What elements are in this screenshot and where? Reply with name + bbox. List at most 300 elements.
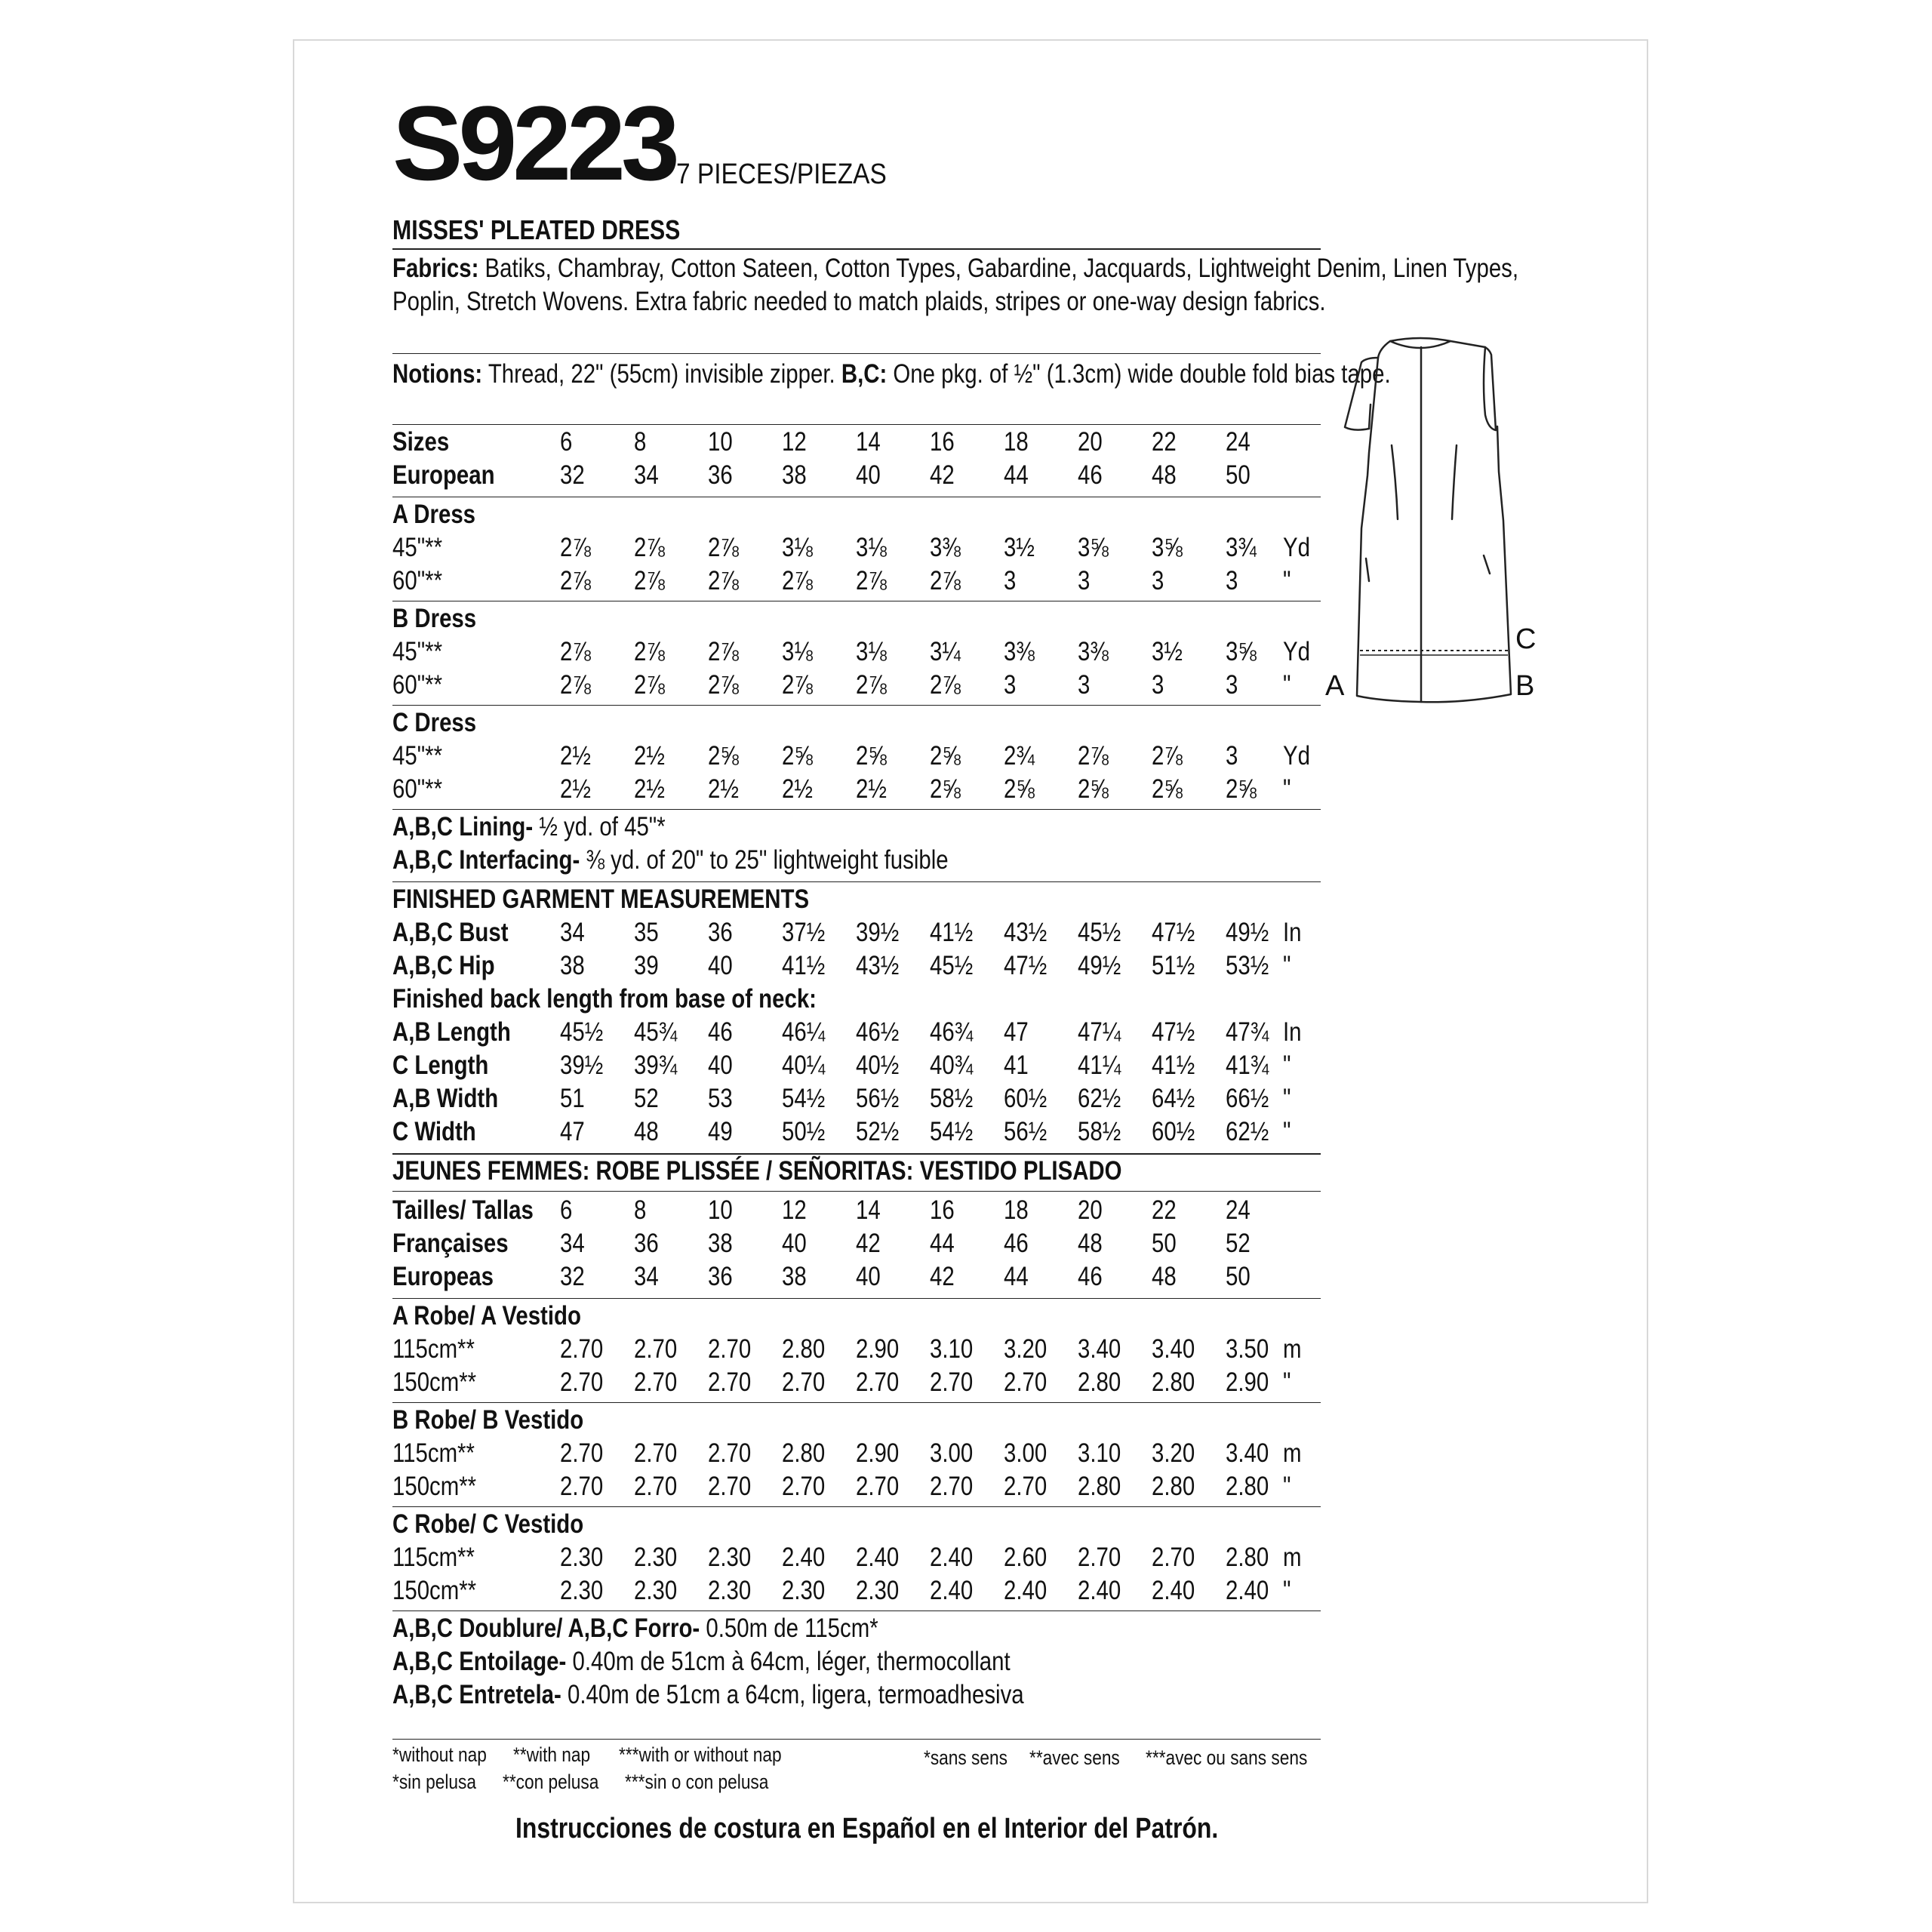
unit-label: In [1283, 918, 1302, 947]
table-cell: 3¼ [930, 637, 961, 666]
footnote-avec-sens: **avec sens [1029, 1746, 1120, 1769]
table-cell: 42 [930, 460, 955, 490]
table-cell: 40 [708, 951, 733, 980]
table-cell: 2.70 [782, 1367, 826, 1397]
table-cell: 2.30 [560, 1576, 604, 1605]
unit-label: " [1283, 1576, 1291, 1605]
table-cell: 20 [1078, 427, 1103, 457]
table-cell: 40 [856, 1262, 881, 1291]
table-cell: 2.70 [634, 1472, 678, 1501]
table-cell: 2.80 [1078, 1472, 1121, 1501]
table-cell: 40¾ [930, 1051, 974, 1080]
table-cell: 41¾ [1226, 1051, 1269, 1080]
dress-back-illustration [1336, 332, 1535, 724]
measurements-title: FINISHED GARMENT MEASUREMENTS [392, 884, 810, 914]
table-cell: 60½ [1152, 1117, 1195, 1146]
unit-label: " [1283, 566, 1291, 595]
table-cell: 3 [1226, 670, 1238, 700]
table-cell: 3⅜ [930, 533, 961, 562]
pattern-number: S9223 [392, 84, 675, 202]
table-cell: 38 [708, 1229, 733, 1258]
table-cell: 2½ [560, 741, 591, 771]
table-cell: 3.20 [1004, 1334, 1048, 1364]
yardage-row: 115cm** 2.70 2.70 2.70 2.80 2.90 3.10 3.20 3.40 3.40 3.50 m [392, 1334, 1302, 1364]
table-cell: 50 [1152, 1229, 1177, 1258]
pieces-count: 7 PIECES/PIEZAS [676, 158, 887, 190]
table-cell: 2.70 [782, 1472, 826, 1501]
table-cell: 41 [1004, 1051, 1029, 1080]
table-cell: 2⅝ [856, 741, 887, 771]
table-cell: 62½ [1078, 1084, 1121, 1113]
tailles-row: Tailles/ Tallas 6 8 10 12 14 16 18 20 22 24 [392, 1195, 1251, 1225]
table-cell: 2.80 [782, 1334, 826, 1364]
table-cell: 2½ [708, 774, 739, 804]
table-cell: 2⅞ [560, 637, 591, 666]
table-cell: 22 [1152, 427, 1177, 457]
bust-row: A,B,C Bust 34 35 36 37½ 39½ 41½ 43½ 45½ 47½ 49½ In [392, 918, 1302, 947]
table-cell: 50 [1226, 1262, 1251, 1291]
table-cell: 47½ [1004, 951, 1048, 980]
unit-label: " [1283, 1117, 1291, 1146]
divider [392, 424, 1321, 425]
view-label-b: B [1515, 670, 1535, 702]
table-cell: 6 [560, 1195, 573, 1225]
table-cell: 38 [782, 460, 807, 490]
table-cell: 2.40 [1078, 1576, 1121, 1605]
table-cell: 3.40 [1152, 1334, 1195, 1364]
yardage-row: 60"** 2⅞ 2⅞ 2⅞ 2⅞ 2⅞ 2⅞ 3 3 3 3 " [392, 670, 1291, 700]
unit-label: Yd [1283, 741, 1310, 771]
yardage-row: 150cm** 2.30 2.30 2.30 2.30 2.30 2.40 2.40 2.40 2.40 2.40 " [392, 1576, 1291, 1605]
back-length-heading: Finished back length from base of neck: [392, 984, 817, 1014]
table-cell: 3 [1152, 670, 1164, 700]
ab-width-row: A,B Width 51 52 53 54½ 56½ 58½ 60½ 62½ 64½ 66½ " [392, 1084, 1291, 1113]
table-cell: 39½ [560, 1051, 604, 1080]
table-cell: 3 [1152, 566, 1164, 595]
table-cell: 10 [708, 427, 733, 457]
table-cell: 39 [634, 951, 659, 980]
unit-label: " [1283, 1084, 1291, 1113]
table-cell: 52½ [856, 1117, 900, 1146]
table-cell: 3.00 [930, 1438, 974, 1468]
table-cell: 2⅞ [560, 566, 591, 595]
table-cell: 3.10 [1078, 1438, 1121, 1468]
doublure-line: A,B,C Doublure/ A,B,C Forro- 0.50m de 115cm* [392, 1614, 878, 1643]
unit-label: In [1283, 1017, 1302, 1047]
europeas-row: Europeas 32 34 36 38 40 42 44 46 48 50 [392, 1262, 1251, 1291]
table-cell: 3⅛ [856, 637, 887, 666]
table-cell: 40 [782, 1229, 807, 1258]
table-cell: 2⅞ [634, 533, 665, 562]
table-cell: 64½ [1152, 1084, 1195, 1113]
table-cell: 2.40 [930, 1543, 974, 1572]
view-heading: C Robe/ C Vestido [392, 1509, 584, 1539]
unit-label: Yd [1283, 533, 1310, 562]
unit-label: " [1283, 1472, 1291, 1501]
table-cell: 42 [856, 1229, 881, 1258]
table-cell: 51 [560, 1084, 585, 1113]
table-cell: 41½ [782, 951, 826, 980]
table-cell: 18 [1004, 1195, 1029, 1225]
francaises-row: Françaises 34 36 38 40 42 44 46 48 50 52 [392, 1229, 1251, 1258]
table-cell: 22 [1152, 1195, 1177, 1225]
table-cell: 40¼ [782, 1051, 826, 1080]
table-cell: 10 [708, 1195, 733, 1225]
table-cell: 2⅞ [856, 566, 887, 595]
table-cell: 3⅝ [1152, 533, 1183, 562]
fabrics-text: Fabrics: Batiks, Chambray, Cotton Sateen, Cotton Types, Gabardine, Jacquards, Lightweight Denim, Linen Types, Poplin, Stretch Wovens. Extra fabric needed to match plaids, stripes or one-way design fabrics. [392, 254, 1519, 316]
table-cell: 60½ [1004, 1084, 1048, 1113]
table-cell: 12 [782, 427, 807, 457]
view-heading: A Dress [392, 500, 476, 529]
table-cell: 2⅞ [634, 670, 665, 700]
table-cell: 47 [560, 1117, 585, 1146]
table-cell: 56½ [1004, 1117, 1048, 1146]
european-sizes-row: European 32 34 36 38 40 42 44 46 48 50 [392, 460, 1251, 490]
unit-label: m [1283, 1334, 1302, 1364]
table-cell: 44 [930, 1229, 955, 1258]
table-cell: 48 [1152, 460, 1177, 490]
table-cell: 52 [1226, 1229, 1251, 1258]
table-cell: 2⅞ [708, 533, 739, 562]
table-cell: 48 [1078, 1229, 1103, 1258]
table-cell: 37½ [782, 918, 826, 947]
footnote-with-or-without-nap: ***with or without nap [619, 1743, 782, 1766]
entoilage-line: A,B,C Entoilage- 0.40m de 51cm à 64cm, léger, thermocollant [392, 1647, 1011, 1676]
table-cell: 51½ [1152, 951, 1195, 980]
table-cell: 36 [708, 1262, 733, 1291]
table-cell: 2.30 [856, 1576, 900, 1605]
table-cell: 46 [1004, 1229, 1029, 1258]
table-cell: 38 [560, 951, 585, 980]
table-cell: 40 [708, 1051, 733, 1080]
divider [392, 881, 1321, 882]
table-cell: 45½ [930, 951, 974, 980]
unit-label: Yd [1283, 637, 1310, 666]
table-cell: 50½ [782, 1117, 826, 1146]
table-cell: 2⅝ [1226, 774, 1257, 804]
table-cell: 2.60 [1004, 1543, 1048, 1572]
table-cell: 2.40 [1226, 1576, 1269, 1605]
table-cell: 46¾ [930, 1017, 974, 1047]
table-cell: 2.30 [560, 1543, 604, 1572]
footnote-sin-o-con-pelusa: ***sin o con pelusa [625, 1770, 769, 1793]
table-cell: 54½ [782, 1084, 826, 1113]
unit-label: " [1283, 1051, 1291, 1080]
table-cell: 48 [1152, 1262, 1177, 1291]
divider [392, 1191, 1321, 1192]
table-cell: 36 [708, 918, 733, 947]
notions-section [392, 358, 1391, 391]
table-cell: 40 [856, 460, 881, 490]
table-cell: 2.70 [856, 1367, 900, 1397]
divider [392, 1739, 1321, 1740]
c-length-row: C Length 39½ 39¾ 40 40¼ 40½ 40¾ 41 41¼ 41½ 41¾ " [392, 1051, 1291, 1080]
ab-length-row: A,B Length 45½ 45¾ 46 46¼ 46½ 46¾ 47 47¼ 47½ 47¾ In [392, 1017, 1302, 1047]
table-cell: 34 [634, 460, 659, 490]
table-cell: 46 [1078, 460, 1103, 490]
table-cell: 2¾ [1004, 741, 1035, 771]
table-cell: 3.10 [930, 1334, 974, 1364]
table-cell: 34 [634, 1262, 659, 1291]
table-cell: 47½ [1152, 918, 1195, 947]
table-cell: 2⅞ [930, 566, 961, 595]
lining-line: A,B,C Lining- ½ yd. of 45"* [392, 812, 666, 841]
table-cell: 3 [1004, 566, 1017, 595]
table-cell: 2.70 [708, 1367, 752, 1397]
table-cell: 2.70 [634, 1438, 678, 1468]
table-cell: 2.40 [930, 1576, 974, 1605]
divider [392, 1402, 1321, 1403]
table-cell: 34 [560, 918, 585, 947]
table-cell: 14 [856, 1195, 881, 1225]
table-cell: 2⅞ [634, 566, 665, 595]
table-cell: 3⅝ [1226, 637, 1257, 666]
table-cell: 32 [560, 1262, 585, 1291]
table-cell: 2⅞ [560, 670, 591, 700]
table-cell: 3⅛ [782, 533, 813, 562]
table-cell: 2⅞ [782, 670, 813, 700]
unit-label: " [1283, 1367, 1291, 1397]
table-cell: 45½ [1078, 918, 1121, 947]
table-cell: 2.90 [856, 1438, 900, 1468]
table-cell: 2⅞ [708, 670, 739, 700]
table-cell: 2⅝ [708, 741, 739, 771]
table-cell: 2.30 [634, 1576, 678, 1605]
unit-label: m [1283, 1438, 1302, 1468]
table-cell: 2⅝ [930, 741, 961, 771]
table-cell: 2.70 [930, 1472, 974, 1501]
table-cell: 41½ [930, 918, 974, 947]
divider [392, 809, 1321, 810]
table-cell: 3⅛ [856, 533, 887, 562]
table-cell: 45¾ [634, 1017, 678, 1047]
footnote-sin-pelusa: *sin pelusa [392, 1770, 476, 1793]
table-cell: 2½ [560, 774, 591, 804]
table-cell: 2.80 [782, 1438, 826, 1468]
interfacing-line: A,B,C Interfacing- ⅜ yd. of 20" to 25" lightweight fusible [392, 845, 949, 875]
table-cell: 3 [1226, 741, 1238, 771]
footnote-sans-sens: *sans sens [924, 1746, 1008, 1769]
table-cell: 12 [782, 1195, 807, 1225]
table-cell: 53½ [1226, 951, 1269, 980]
table-cell: 58½ [930, 1084, 974, 1113]
table-cell: 2.30 [782, 1576, 826, 1605]
yardage-row: 115cm** 2.30 2.30 2.30 2.40 2.40 2.40 2.60 2.70 2.70 2.80 m [392, 1543, 1302, 1572]
table-cell: 2⅞ [856, 670, 887, 700]
table-cell: 45½ [560, 1017, 604, 1047]
table-cell: 2.70 [1078, 1543, 1121, 1572]
table-cell: 2.30 [708, 1543, 752, 1572]
table-cell: 58½ [1078, 1117, 1121, 1146]
table-cell: 46¼ [782, 1017, 826, 1047]
table-cell: 3.00 [1004, 1438, 1048, 1468]
table-cell: 3⅛ [782, 637, 813, 666]
table-cell: 16 [930, 1195, 955, 1225]
divider [392, 705, 1321, 706]
table-cell: 2⅞ [1078, 741, 1109, 771]
table-cell: 2.70 [560, 1367, 604, 1397]
table-cell: 2⅞ [708, 566, 739, 595]
yardage-row: 45"** 2½ 2½ 2⅝ 2⅝ 2⅝ 2⅝ 2¾ 2⅞ 2⅞ 3 Yd [392, 741, 1310, 771]
table-cell: 43½ [856, 951, 900, 980]
table-cell: 47½ [1152, 1017, 1195, 1047]
table-cell: 3.50 [1226, 1334, 1269, 1364]
table-cell: 53 [708, 1084, 733, 1113]
table-cell: 3⅝ [1078, 533, 1109, 562]
unit-label: " [1283, 951, 1291, 980]
table-cell: 41¼ [1078, 1051, 1121, 1080]
table-cell: 2.70 [560, 1334, 604, 1364]
table-cell: 2⅝ [930, 774, 961, 804]
divider [392, 248, 1321, 250]
table-cell: 2⅞ [708, 637, 739, 666]
table-cell: 47¼ [1078, 1017, 1121, 1047]
table-cell: 46½ [856, 1017, 900, 1047]
table-cell: 18 [1004, 427, 1029, 457]
yardage-row: 150cm** 2.70 2.70 2.70 2.70 2.70 2.70 2.70 2.80 2.80 2.80 " [392, 1472, 1291, 1501]
fr-es-title: JEUNES FEMMES: ROBE PLISSÉE / SEÑORITAS: VESTIDO PLISADO [392, 1156, 1122, 1186]
yardage-row: 60"** 2½ 2½ 2½ 2½ 2½ 2⅝ 2⅝ 2⅝ 2⅝ 2⅝ " [392, 774, 1291, 804]
unit-label: m [1283, 1543, 1302, 1572]
table-cell: 56½ [856, 1084, 900, 1113]
table-cell: 2.70 [708, 1334, 752, 1364]
table-cell: 2⅞ [1152, 741, 1183, 771]
unit-label: " [1283, 670, 1291, 700]
table-cell: 24 [1226, 1195, 1251, 1225]
table-cell: 2⅝ [1078, 774, 1109, 804]
view-heading: B Robe/ B Vestido [392, 1405, 584, 1435]
table-cell: 2½ [856, 774, 887, 804]
yardage-row: 115cm** 2.70 2.70 2.70 2.80 2.90 3.00 3.00 3.10 3.20 3.40 m [392, 1438, 1302, 1468]
table-cell: 8 [634, 427, 647, 457]
divider [392, 1506, 1321, 1507]
table-cell: 2.40 [856, 1543, 900, 1572]
table-cell: 47¾ [1226, 1017, 1269, 1047]
table-cell: 44 [1004, 460, 1029, 490]
c-width-row: C Width 47 48 49 50½ 52½ 54½ 56½ 58½ 60½ 62½ " [392, 1117, 1291, 1146]
hip-row: A,B,C Hip 38 39 40 41½ 43½ 45½ 47½ 49½ 51½ 53½ " [392, 951, 1291, 980]
table-cell: 32 [560, 460, 585, 490]
yardage-row: 60"** 2⅞ 2⅞ 2⅞ 2⅞ 2⅞ 2⅞ 3 3 3 3 " [392, 566, 1291, 595]
table-cell: 54½ [930, 1117, 974, 1146]
table-cell: 2.80 [1152, 1472, 1195, 1501]
table-cell: 2⅝ [1004, 774, 1035, 804]
table-cell: 40½ [856, 1051, 900, 1080]
table-cell: 20 [1078, 1195, 1103, 1225]
table-cell: 2.40 [782, 1543, 826, 1572]
table-cell: 2.70 [708, 1438, 752, 1468]
notions-text: Notions: Thread, 22" (55cm) invisible zipper. B,C: One pkg. of ½" (1.3cm) wide double fold bias tape. [392, 359, 1391, 389]
table-cell: 3½ [1152, 637, 1183, 666]
table-cell: 2.70 [1004, 1367, 1048, 1397]
table-cell: 2½ [634, 774, 665, 804]
view-heading: C Dress [392, 708, 477, 737]
table-cell: 2⅝ [1152, 774, 1183, 804]
table-cell: 3.40 [1226, 1438, 1269, 1468]
footnote-avec-ou-sans-sens: ***avec ou sans sens [1146, 1746, 1308, 1769]
table-cell: 2⅞ [634, 637, 665, 666]
pattern-title: MISSES' PLEATED DRESS [392, 214, 681, 245]
table-cell: 2.70 [856, 1472, 900, 1501]
table-cell: 2.70 [1152, 1543, 1195, 1572]
table-cell: 2½ [782, 774, 813, 804]
table-cell: 44 [1004, 1262, 1029, 1291]
table-cell: 48 [634, 1117, 659, 1146]
table-cell: 2.70 [708, 1472, 752, 1501]
table-cell: 2.80 [1226, 1543, 1269, 1572]
table-cell: 42 [930, 1262, 955, 1291]
table-cell: 52 [634, 1084, 659, 1113]
spanish-instructions-note: Instrucciones de costura en Español en el Interior del Patrón. [515, 1813, 1219, 1844]
table-cell: 49 [708, 1117, 733, 1146]
table-cell: 24 [1226, 427, 1251, 457]
table-cell: 41½ [1152, 1051, 1195, 1080]
table-cell: 46 [1078, 1262, 1103, 1291]
table-cell: 3¾ [1226, 533, 1257, 562]
table-cell: 2.70 [930, 1367, 974, 1397]
table-cell: 49½ [1078, 951, 1121, 980]
table-cell: 2⅝ [782, 741, 813, 771]
table-cell: 2.40 [1152, 1576, 1195, 1605]
divider [392, 1298, 1321, 1299]
table-cell: 3 [1078, 670, 1091, 700]
table-cell: 47 [1004, 1017, 1029, 1047]
footnote-with-nap: **with nap [513, 1743, 591, 1766]
yardage-row: 150cm** 2.70 2.70 2.70 2.70 2.70 2.70 2.70 2.80 2.80 2.90 " [392, 1367, 1291, 1397]
divider [392, 353, 1321, 354]
table-cell: 2⅞ [930, 670, 961, 700]
table-cell: 3.40 [1078, 1334, 1121, 1364]
table-cell: 6 [560, 427, 573, 457]
unit-label: " [1283, 774, 1291, 804]
table-cell: 16 [930, 427, 955, 457]
table-cell: 2.90 [856, 1334, 900, 1364]
table-cell: 2.80 [1078, 1367, 1121, 1397]
table-cell: 2⅞ [560, 533, 591, 562]
table-cell: 39¾ [634, 1051, 678, 1080]
table-cell: 66½ [1226, 1084, 1269, 1113]
table-cell: 2.70 [634, 1367, 678, 1397]
table-cell: 2.80 [1226, 1472, 1269, 1501]
table-cell: 34 [560, 1229, 585, 1258]
view-label-c: C [1515, 623, 1537, 655]
divider [392, 1153, 1321, 1155]
table-cell: 14 [856, 427, 881, 457]
footnote-con-pelusa: **con pelusa [503, 1770, 599, 1793]
table-cell: 3⅜ [1004, 637, 1035, 666]
view-heading: A Robe/ A Vestido [392, 1301, 581, 1331]
table-cell: 2.40 [1004, 1576, 1048, 1605]
sizes-row: Sizes 6 8 10 12 14 16 18 20 22 24 [392, 427, 1251, 457]
table-cell: 2.70 [560, 1438, 604, 1468]
table-cell: 3⅜ [1078, 637, 1109, 666]
entretela-line: A,B,C Entretela- 0.40m de 51cm a 64cm, ligera, termoadhesiva [392, 1680, 1024, 1709]
table-cell: 2.30 [708, 1576, 752, 1605]
table-cell: 46 [708, 1017, 733, 1047]
footnote-without-nap: *without nap [392, 1743, 487, 1766]
table-cell: 2.80 [1152, 1367, 1195, 1397]
table-cell: 3 [1004, 670, 1017, 700]
view-heading: B Dress [392, 604, 477, 633]
table-cell: 36 [708, 460, 733, 490]
table-cell: 36 [634, 1229, 659, 1258]
table-cell: 2.70 [634, 1334, 678, 1364]
table-cell: 8 [634, 1195, 647, 1225]
table-cell: 2.30 [634, 1543, 678, 1572]
yardage-row: 45"** 2⅞ 2⅞ 2⅞ 3⅛ 3⅛ 3⅜ 3½ 3⅝ 3⅝ 3¾ Yd [392, 533, 1310, 562]
yardage-row: 45"** 2⅞ 2⅞ 2⅞ 3⅛ 3⅛ 3¼ 3⅜ 3⅜ 3½ 3⅝ Yd [392, 637, 1310, 666]
